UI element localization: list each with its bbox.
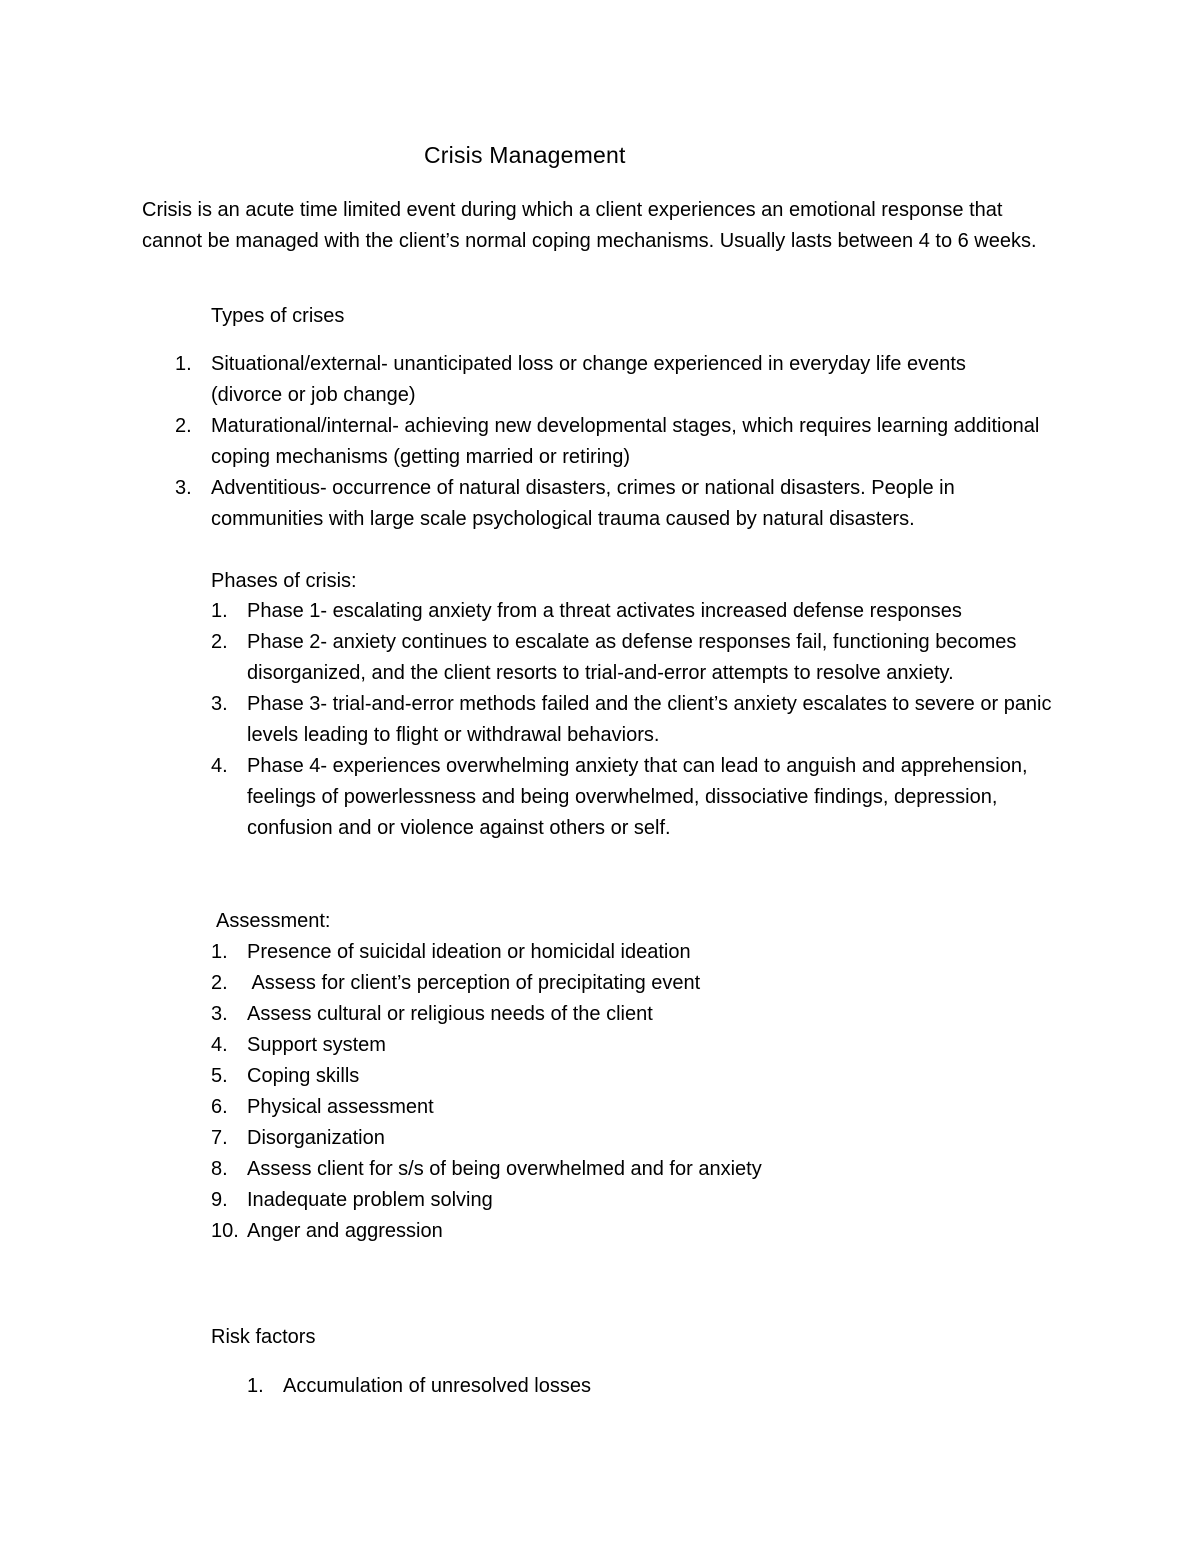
list-item (211, 627, 1062, 689)
list-text: Presence of suicidal ideation or homicidal ideation (247, 941, 691, 963)
list-text: Situational/external- unanticipated loss or change experienced in everyday life events (divorce or job change) (211, 353, 966, 406)
list-item (175, 473, 1041, 535)
list-item (211, 1216, 1062, 1247)
list-item (211, 1154, 1062, 1185)
list-text: Adventitious- occurrence of natural disasters, crimes or national disasters. People in communities with large scale psychological trauma caused by natural disasters. (211, 477, 955, 530)
list-number: 1. (175, 353, 192, 375)
list-number: 3. (211, 693, 228, 715)
list-number: 1. (211, 600, 228, 622)
list-item (211, 937, 1062, 968)
list-text: Anger and aggression (247, 1220, 443, 1242)
list-number: 8. (211, 1158, 228, 1180)
list-text: Inadequate problem solving (247, 1189, 493, 1211)
risk-heading: Risk factors (211, 1326, 316, 1348)
intro-paragraph: Crisis is an acute time limited event during which a client experiences an emotional response that cannot be managed with the client’s normal coping mechanisms. Usually lasts between 4 to 6 weeks. (142, 199, 1037, 252)
list-item (211, 999, 1062, 1030)
list-number: 9. (211, 1189, 228, 1211)
list-item (211, 751, 1062, 844)
phases-list (211, 596, 1062, 844)
list-number: 10. (211, 1220, 239, 1242)
list-text: Assess client for s/s of being overwhelmed and for anxiety (247, 1158, 762, 1180)
assessment-list (211, 937, 1062, 1247)
list-number: 5. (211, 1065, 228, 1087)
list-text: Physical assessment (247, 1096, 434, 1118)
list-item (247, 1371, 1063, 1402)
list-text: Assess for client’s perception of precipitating event (247, 972, 701, 994)
list-number: 1. (247, 1375, 264, 1397)
list-text: Maturational/internal- achieving new developmental stages, which requires learning additional coping mechanisms (getting married or retiring) (211, 415, 1040, 468)
list-text: Coping skills (247, 1065, 360, 1087)
list-text: Disorganization (247, 1127, 385, 1149)
document-title: Crisis Management (424, 142, 626, 168)
list-number: 2. (211, 631, 228, 653)
types-heading: Types of crises (211, 305, 345, 327)
list-number: 3. (211, 1003, 228, 1025)
list-text: Support system (247, 1034, 386, 1056)
list-number: 4. (211, 1034, 228, 1056)
risk-list (247, 1371, 1063, 1402)
list-item (211, 596, 1062, 627)
phases-heading: Phases of crisis: (211, 570, 357, 592)
list-item (211, 1092, 1062, 1123)
list-text: Phase 2- anxiety continues to escalate as defense responses fail, functioning becomes disorganized, and the client resorts to trial-and-error attempts to resolve anxiety. (247, 631, 1017, 684)
list-item (211, 1123, 1062, 1154)
types-list (175, 349, 1041, 535)
list-text: Phase 3- trial-and-error methods failed and the client’s anxiety escalates to severe or panic levels leading to flight or withdrawal behaviors. (247, 693, 1052, 746)
list-text: Phase 4- experiences overwhelming anxiety that can lead to anguish and apprehension, feelings of powerlessness and being overwhelmed, dissociative findings, depression, confusion and or violence against others or self. (247, 755, 1028, 839)
list-item (175, 349, 1041, 411)
assessment-heading: Assessment: (216, 910, 331, 932)
list-text: Accumulation of unresolved losses (283, 1375, 591, 1397)
list-item (211, 1030, 1062, 1061)
list-item (175, 411, 1041, 473)
list-number: 4. (211, 755, 228, 777)
list-number: 3. (175, 477, 192, 499)
list-number: 1. (211, 941, 228, 963)
list-number: 2. (175, 415, 192, 437)
list-text: Assess cultural or religious needs of the client (247, 1003, 653, 1025)
list-item (211, 968, 1062, 999)
list-item (211, 1185, 1062, 1216)
list-item (211, 1061, 1062, 1092)
list-number: 2. (211, 972, 228, 994)
list-item (211, 689, 1062, 751)
list-number: 6. (211, 1096, 228, 1118)
list-number: 7. (211, 1127, 228, 1149)
list-text: Phase 1- escalating anxiety from a threat activates increased defense responses (247, 600, 962, 622)
